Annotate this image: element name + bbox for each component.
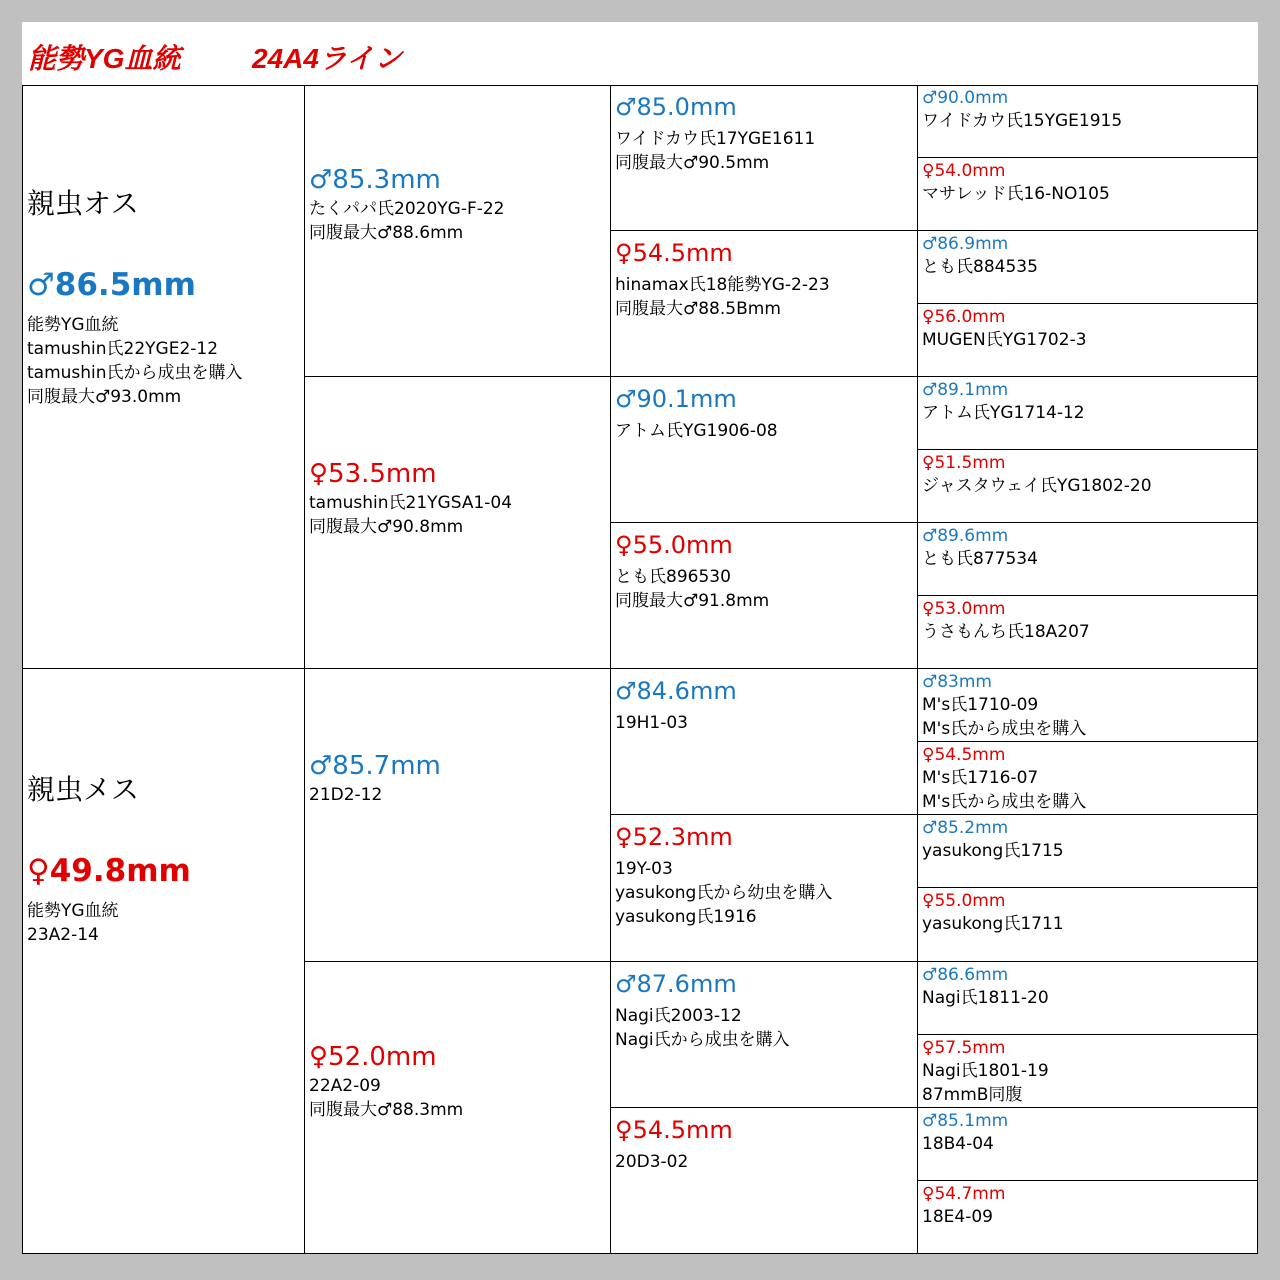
gen3-info-line: yasukong氏から幼虫を購入 [615, 883, 833, 903]
gen3-size: ♂84.6mm [615, 677, 737, 705]
gen4-cell [918, 523, 1258, 596]
gen3-info-line: Nagi氏2003-12 [615, 1006, 742, 1026]
grandparent-size: ♂85.3mm [309, 165, 441, 195]
gen4-cell [918, 1108, 1258, 1181]
gen4-info-line: とも氏877534 [922, 549, 1038, 569]
gen4-size: ♀56.0mm [922, 307, 1006, 327]
gen3-cell [611, 669, 918, 815]
gen3-cell [611, 815, 918, 962]
gen4-cell [918, 304, 1258, 377]
gen4-cell [918, 1181, 1258, 1254]
gen4-size: ♂89.6mm [922, 526, 1009, 546]
gen3-info-line: Nagi氏から成虫を購入 [615, 1030, 790, 1050]
pedigree-sheet [22, 22, 1258, 1254]
gen3-size: ♀54.5mm [615, 1116, 733, 1144]
gen4-info-line: とも氏884535 [922, 257, 1038, 277]
gen4-info-line: ワイドカウ氏15YGE1915 [922, 111, 1123, 131]
gen4-size: ♂83mm [922, 672, 992, 692]
parent-female-size: ♀49.8mm [27, 853, 191, 889]
gen4-size: ♂90.0mm [922, 88, 1009, 108]
gen4-size: ♀57.5mm [922, 1038, 1006, 1058]
parent-info-line: 23A2-14 [27, 925, 99, 945]
grandparent-info-line: 21D2-12 [309, 785, 383, 805]
title-bar [22, 22, 1258, 86]
gen4-cell [918, 158, 1258, 231]
gen3-size: ♂90.1mm [615, 385, 737, 413]
gen4-size: ♂86.6mm [922, 965, 1009, 985]
grandparent-cell [305, 962, 611, 1254]
gen3-cell [611, 85, 918, 231]
gen4-info-line: M's氏1716-07 [922, 768, 1039, 788]
gen4-info-line: yasukong氏1711 [922, 914, 1064, 934]
parent-info-line: 能勢YG血統 [27, 901, 119, 921]
gen3-info-line: yasukong氏1916 [615, 907, 757, 927]
gen4-info-line: アトム氏YG1714-12 [922, 403, 1085, 423]
grandparent-size: ♂85.7mm [309, 751, 441, 781]
gen4-info-line: MUGEN氏YG1702-3 [922, 330, 1087, 350]
grandparent-cell [305, 85, 611, 377]
gen4-size: ♀54.5mm [922, 745, 1006, 765]
gen4-size: ♀55.0mm [922, 891, 1006, 911]
gen4-size: ♀51.5mm [922, 453, 1006, 473]
gen3-size: ♂87.6mm [615, 970, 737, 998]
parent-info-line: 同腹最大♂93.0mm [27, 387, 182, 407]
gen4-cell [918, 377, 1258, 450]
gen3-cell [611, 962, 918, 1108]
gen4-info-line: 87mmB同腹 [922, 1085, 1023, 1105]
gen4-size: ♀54.7mm [922, 1184, 1006, 1204]
parent-male-label: 親虫オス [27, 187, 139, 220]
gen4-info-line: 18B4-04 [922, 1134, 994, 1154]
gen3-size: ♀55.0mm [615, 531, 733, 559]
gen3-info-line: ワイドカウ氏17YGE1611 [615, 129, 816, 149]
parent-info-line: tamushin氏から成虫を購入 [27, 363, 243, 383]
parent-female-label: 親虫メス [27, 773, 140, 806]
gen3-cell [611, 231, 918, 377]
gen4-cell [918, 962, 1258, 1035]
gen4-info-line: マサレッド氏16-NO105 [922, 184, 1110, 204]
grandparent-info-line: たくパパ氏2020YG-F-22 [309, 199, 505, 219]
gen3-size: ♀52.3mm [615, 823, 733, 851]
gen4-size: ♂86.9mm [922, 234, 1009, 254]
gen4-cell [918, 450, 1258, 523]
gen3-cell [611, 1108, 918, 1254]
gen4-info-line: 18E4-09 [922, 1207, 993, 1227]
gen4-info-line: M's氏から成虫を購入 [922, 792, 1087, 812]
gen4-info-line: M's氏1710-09 [922, 695, 1039, 715]
gen4-info-line: Nagi氏1811-20 [922, 988, 1049, 1008]
gen3-info-line: 20D3-02 [615, 1152, 689, 1172]
gen4-cell [918, 231, 1258, 304]
grandparent-info-line: 同腹最大♂90.8mm [309, 517, 464, 537]
gen4-size: ♂85.1mm [922, 1111, 1009, 1131]
gen3-info-line: とも氏896530 [615, 567, 731, 587]
grandparent-cell [305, 377, 611, 669]
gen4-size: ♀54.0mm [922, 161, 1006, 181]
gen3-info-line: 同腹最大♂91.8mm [615, 591, 770, 611]
gen3-info-line: 19H1-03 [615, 713, 688, 733]
gen3-size: ♂85.0mm [615, 93, 737, 121]
gen3-cell [611, 377, 918, 523]
line-title: 24A4ライン [252, 43, 403, 74]
gen4-cell [918, 669, 1258, 742]
gen4-cell [918, 85, 1258, 158]
gen3-info-line: hinamax氏18能勢YG-2-23 [615, 275, 830, 295]
gen4-info-line: ジャスタウェイ氏YG1802-20 [922, 476, 1152, 496]
grandparent-info-line: 同腹最大♂88.6mm [309, 223, 464, 243]
gen3-size: ♀54.5mm [615, 239, 733, 267]
gen4-cell [918, 742, 1258, 815]
gen4-info-line: M's氏から成虫を購入 [922, 719, 1087, 739]
grandparent-size: ♀52.0mm [309, 1042, 437, 1072]
gen3-info-line: アトム氏YG1906-08 [615, 421, 778, 441]
gen3-info-line: 同腹最大♂90.5mm [615, 153, 770, 173]
gen4-cell [918, 888, 1258, 962]
gen4-cell [918, 596, 1258, 669]
gen4-size: ♀53.0mm [922, 599, 1006, 619]
gen4-info-line: うさもんち氏18A207 [922, 622, 1090, 642]
parent-male-size: ♂86.5mm [27, 267, 196, 303]
parent-info-line: tamushin氏22YGE2-12 [27, 339, 219, 359]
gen4-info-line: yasukong氏1715 [922, 841, 1064, 861]
grandparent-info-line: tamushin氏21YGSA1-04 [309, 493, 513, 513]
parent-female-cell [22, 669, 305, 1254]
parent-male-cell [22, 85, 305, 669]
bloodline-title: 能勢YG血統 [28, 43, 181, 74]
gen4-size: ♂85.2mm [922, 818, 1009, 838]
grandparent-cell [305, 669, 611, 962]
gen4-cell [918, 815, 1258, 888]
gen4-size: ♂89.1mm [922, 380, 1009, 400]
gen4-info-line: Nagi氏1801-19 [922, 1061, 1049, 1081]
gen3-cell [611, 523, 918, 669]
grandparent-size: ♀53.5mm [309, 459, 437, 489]
grandparent-info-line: 22A2-09 [309, 1076, 381, 1096]
gen4-cell [918, 1035, 1258, 1108]
grandparent-info-line: 同腹最大♂88.3mm [309, 1100, 464, 1120]
gen3-info-line: 同腹最大♂88.5Bmm [615, 299, 781, 319]
gen3-info-line: 19Y-03 [615, 859, 673, 879]
parent-info-line: 能勢YG血統 [27, 315, 119, 335]
